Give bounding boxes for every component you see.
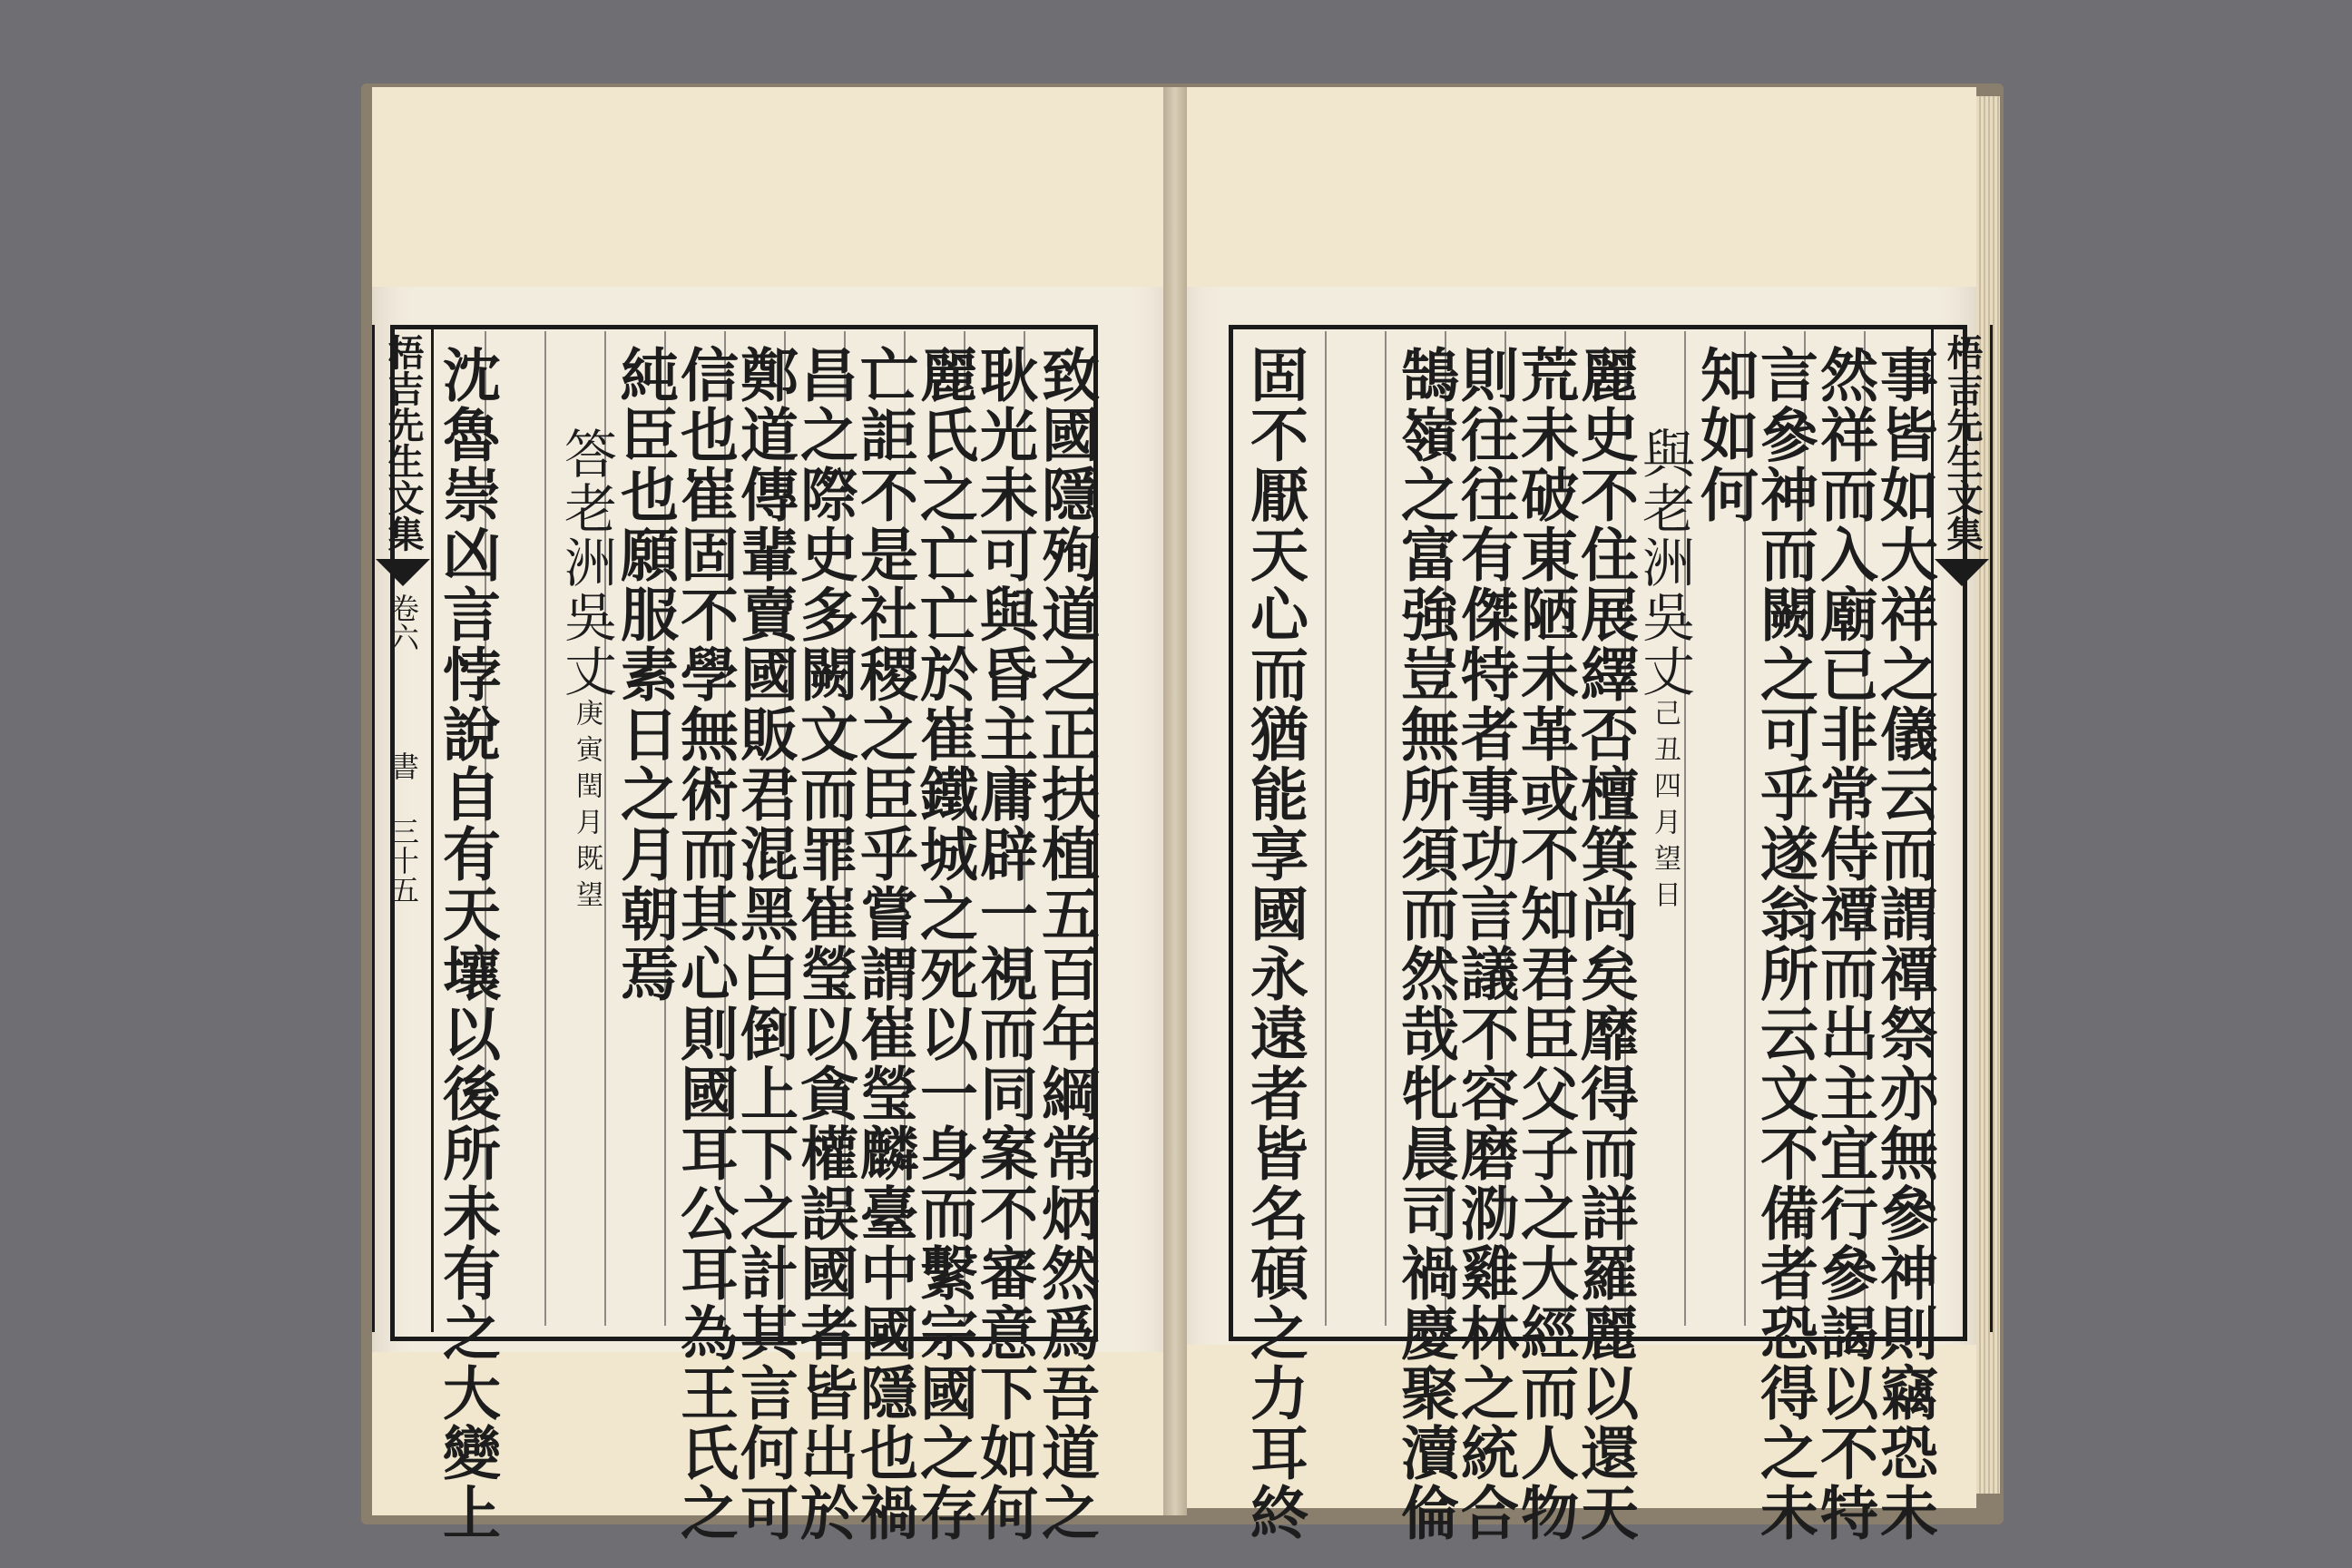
column-rule xyxy=(1325,331,1327,1326)
text-column: 言參神而闕之可乎遂翁所云文不備者恐得之未 xyxy=(1750,345,1818,1543)
text-column: 沈魯崇凶言悖說自有天壤以後所未有之大變上 xyxy=(433,345,501,1543)
text-column: 鄭道傳輩賣國販君混黑白倒上下之計其言何可 xyxy=(730,345,799,1543)
text-column: 耿光未可與昏主庸辟一視而同案不審意下如何 xyxy=(970,345,1038,1543)
text-column: 純臣也願服素日之月朝焉 xyxy=(611,345,679,1004)
margin-title: 梧吉先生文集 xyxy=(1941,334,1984,552)
margin-section: 書 xyxy=(386,751,420,780)
text-column: 知如何 xyxy=(1690,345,1759,524)
text-column: 亡詎不是社稷之臣乎嘗謂崔瑩麟臺中國隱也禍 xyxy=(850,345,918,1543)
letter-date-note: 己丑四月望日 xyxy=(1649,699,1681,916)
text-column: 事皆如大祥之儀云而謂禫祭亦無參神則竊恐未 xyxy=(1870,345,1938,1543)
margin-title: 梧吉先生文集 xyxy=(382,334,425,552)
fish-tail-mark xyxy=(376,559,430,586)
text-column: 鵠嶺之富強豈無所須而然哉牝晨司禍慶聚瀆倫 xyxy=(1391,345,1459,1543)
text-column: 麗史不住展繹否檀箕尚矣靡得而詳羅麗以還天 xyxy=(1571,345,1639,1543)
page-top-margin xyxy=(1180,87,1976,287)
column-rule xyxy=(544,331,546,1326)
text-column: 信也崔固不學無術而其心則國耳公耳為王氏之 xyxy=(671,345,739,1543)
text-column: 固不厭天心而猶能享國永遠者皆名碩之力耳終 xyxy=(1240,345,1308,1543)
text-column: 荒未破東陋未革或不知君臣父子之大經而人物 xyxy=(1511,345,1579,1543)
text-column: 則往往有傑特者事功言議不容磨泐雞林之統合 xyxy=(1451,345,1519,1543)
letter-title xyxy=(555,426,617,916)
page-top-margin xyxy=(372,87,1171,287)
margin-page-number: 三十五 xyxy=(386,817,420,904)
book-gutter xyxy=(1163,87,1187,1515)
text-column: 昌之際史多闕文而罪崔瑩以貪權誤國者皆出於 xyxy=(790,345,858,1543)
letter-title-text: 答老洲吳丈 xyxy=(555,426,617,699)
margin-volume: 卷六 xyxy=(386,593,420,652)
text-column: 致國隱殉道之正扶植五百年綱常炳然爲吾道之 xyxy=(1032,345,1100,1543)
left-margin-strip xyxy=(372,325,434,1332)
column-rule xyxy=(1385,331,1387,1326)
letter-title xyxy=(1633,426,1695,916)
letter-date-note: 庚寅閏月既望 xyxy=(571,699,603,916)
right-margin-strip xyxy=(1931,325,1993,1332)
fish-tail-mark xyxy=(1935,559,1989,586)
text-column: 然祥而入廟已非常侍禫而出主宜行參謁以不特 xyxy=(1810,345,1878,1543)
text-column: 麗氏之亡亡於崔鐵城之死以一身而繫宗國之存 xyxy=(910,345,978,1543)
letter-title-text: 與老洲吳丈 xyxy=(1633,426,1695,699)
